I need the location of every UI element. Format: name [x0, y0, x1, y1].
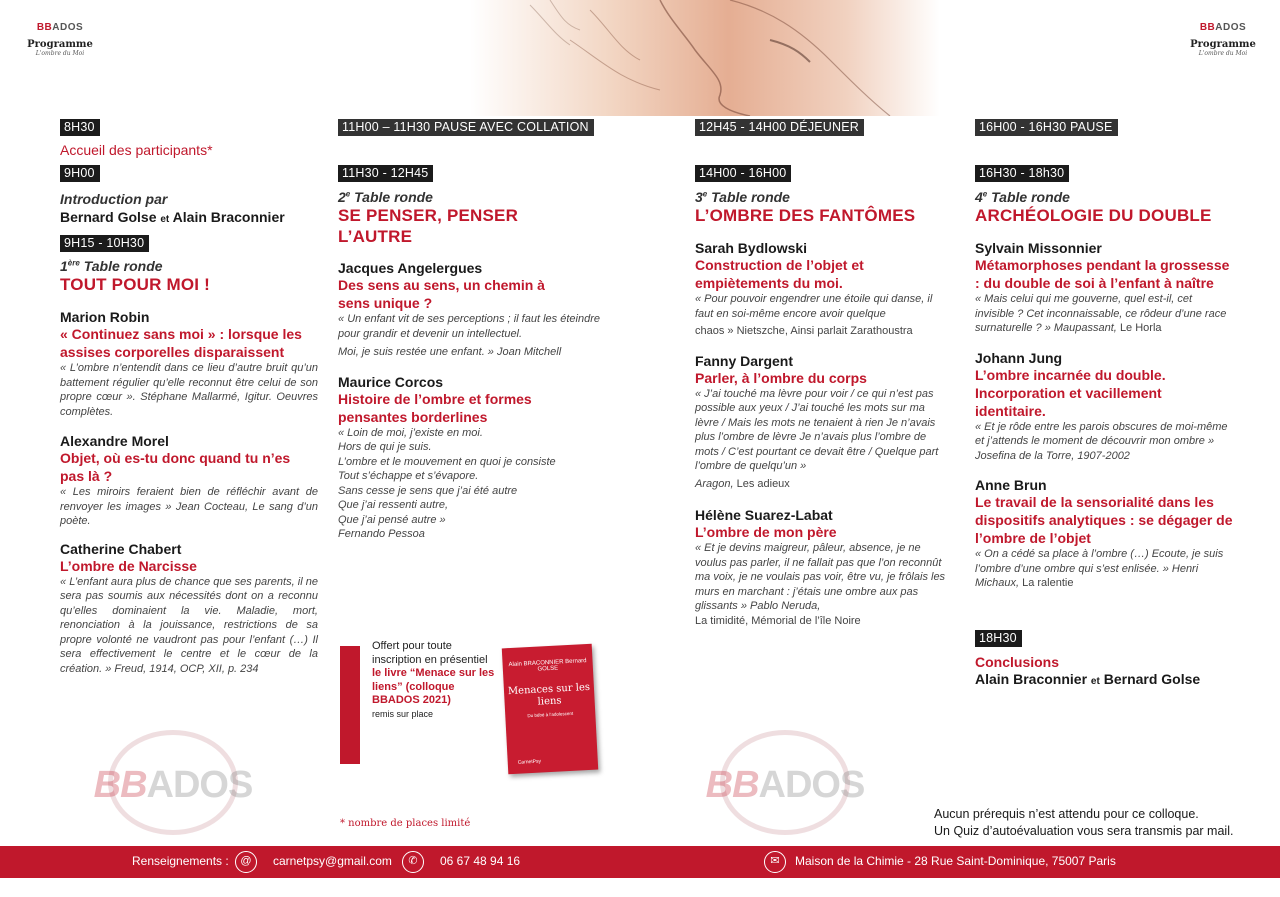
talk-source: La timidité, Mémorial de l’île Noire [695, 614, 861, 627]
talk-source: chaos » Nietszche, Ainsi parlait Zarathoustra [695, 325, 913, 337]
talk-quote: « Un enfant vit de ses perceptions ; il faut les éteindre pour grandir et devenir un intellectuel. [338, 313, 600, 340]
talk-quote: « Et je devins maigreur, pâleur, absence, je ne voulus pas parler, il ne fallait pas que l’on reconnût ma voix, je ne voulais pas voir, être vu, je frôlais les murs en marchant : j’étais une ombre aux pas glissants » Pablo Neruda, [695, 542, 946, 612]
book-offer [340, 640, 610, 770]
footer-label: Renseignements : [132, 854, 229, 868]
talk-quote: « On a cédé sa place à l’ombre (…) Ecoute, je suis l’ombre d’une ombre qui s’est enlisée. » Henri Michaux, La ralentie [975, 548, 1224, 589]
talk-title: L’ombre de mon père [695, 524, 837, 540]
table-label: 4e Table ronde [975, 189, 1070, 205]
notice: Aucun prérequis n’est attendu pour ce colloque. Un Quiz d’autoévaluation vous sera transmis par mail. [934, 807, 1234, 838]
poem-line: L’ombre et le mouvement en quoi je consiste [338, 455, 556, 468]
column-2 [338, 118, 600, 542]
talk-quote: « J’ai touché ma lèvre pour voir / ce qui n’est pas possible aux yeux / J’ai touché les mots sur ma lèvre / Mais les mots ne tenaient à rien Je n’avais plus l’ombre de lèvre Je n’avais plus l’ombre de mots / C’est pourtant ce devait être / Quelque part l’ombre de quelqu’un » [695, 387, 939, 472]
column-4 [975, 118, 1233, 687]
logo-left [15, 22, 105, 57]
talk-quote: « Les miroirs feraient bien de réfléchir avant de renvoyer les images » Jean Cocteau, Le sang d’un poète. [60, 486, 318, 527]
conclusions-speakers: Alain Braconnier et Bernard Golse [975, 670, 1201, 687]
brand-word: BBADOS [705, 764, 865, 806]
poem-line: « Loin de moi, j’existe en moi. [338, 426, 483, 439]
time-badge: 9H15 - 10H30 [60, 235, 149, 252]
conclusions-label: Conclusions [975, 653, 1060, 670]
brand-watermark [700, 730, 870, 835]
poem-line: Tout s’échappe et s’évapore. [338, 470, 479, 482]
speaker-name: Sarah Bydlowski [695, 240, 808, 256]
talk-title: Métamorphoses pendant la grossesse : du double de soi à l’enfant à naître [975, 257, 1230, 291]
speaker-name: Alexandre Morel [60, 433, 169, 449]
at-icon: @ [235, 851, 257, 873]
talk-quote: « Pour pouvoir engendrer une étoile qui danse, il faut en soi-même encore avoir quelque [695, 293, 933, 320]
header-sketch-image [470, 0, 940, 116]
mail-icon: ✉ [764, 851, 786, 873]
brand-watermark [88, 730, 258, 835]
column-3 [695, 118, 951, 628]
pause-badge: 16H00 - 16H30 PAUSE [975, 119, 1118, 136]
session-title: ARCHÉOLOGIE DU DOUBLE [975, 206, 1212, 225]
session-title: L’OMBRE DES FANTÔMES [695, 206, 916, 225]
talk-source: Aragon, Les adieux [695, 477, 790, 490]
talk-title: « Continuez sans moi » : lorsque les assises corporelles disparaissent [60, 326, 302, 360]
logo-brand: BBADOS [36, 22, 84, 33]
pause-badge: 11H00 – 11H30 PAUSE AVEC COLLATION [338, 119, 594, 136]
table-label: 3e Table ronde [695, 189, 790, 205]
talk-quote: « Et je rôde entre les parois obscures de moi-même et j’attends le moment de découvrir mon ombre » Josefina de la Torre, 1907-2002 [975, 420, 1228, 462]
talk-title: Histoire de l’ombre et formes pensantes borderlines [338, 390, 532, 425]
footer-phone[interactable]: 06 67 48 94 16 [440, 854, 521, 868]
intro-label: Introduction par [60, 191, 168, 207]
time-badge: 9H00 [60, 165, 100, 182]
face-sketch-icon [470, 0, 940, 116]
logo-programme: Programme [1190, 39, 1256, 50]
talk-quote: « Mais celui qui me gouverne, quel est-il, cet invisible ? Cet inconnaissable, ce rôdeur d’une race surnaturelle ? » Maupassant, Le Horla [975, 293, 1227, 334]
talk-title: Objet, où es-tu donc quand tu n’es pas là ? [60, 450, 291, 484]
speaker-name: Catherine Chabert [60, 540, 182, 557]
offer-text: Offert pour toute inscription en présentiel le livre “Menace sur les liens” (colloque BBADOS 2021) remis sur place [372, 640, 495, 719]
talk-quote: Moi, je suis restée une enfant. » Joan Mitchell [338, 346, 562, 358]
welcome-text: Accueil des participants* [60, 142, 213, 158]
table-label: 1ère Table ronde [60, 258, 163, 274]
time-badge: 16H30 - 18h30 [975, 165, 1069, 182]
poem-line: Que j’ai pensé autre » [338, 513, 446, 526]
talk-title: Des sens au sens, un chemin à sens unique ? [338, 277, 545, 311]
phone-icon: ✆ [402, 851, 424, 873]
session-title: SE PENSER, PENSER L’AUTRE [338, 206, 519, 246]
time-badge: 14H00 - 16H00 [695, 165, 791, 182]
book-title: Menaces sur les liens [507, 681, 591, 708]
intro-speakers: Bernard Golse et Alain Braconnier [60, 209, 285, 225]
table-label: 2e Table ronde [338, 189, 433, 205]
time-badge: 11H30 - 12H45 [338, 165, 433, 182]
talk-title: Parler, à l’ombre du corps [695, 369, 867, 386]
book-authors: Alain BRACONNIER Bernard GOLSE [508, 658, 587, 673]
logo-brand: BBADOS [1199, 22, 1247, 33]
logo-programme: Programme [27, 39, 93, 50]
speaker-name: Maurice Corcos [338, 373, 444, 390]
logo-subtitle: L'ombre du Moi [35, 50, 85, 57]
poem-line: Fernando Pessoa [338, 528, 425, 540]
talk-title: Construction de l’objet et empiètements du moi. [695, 257, 864, 291]
footer-address: Maison de la Chimie - 28 Rue Saint-Dominique, 75007 Paris [795, 854, 1116, 868]
speaker-name: Johann Jung [975, 349, 1063, 366]
brand-word: BBADOS [93, 764, 253, 806]
speaker-name: Hélène Suarez-Labat [695, 507, 833, 523]
logo-right [1178, 22, 1268, 57]
speaker-name: Fanny Dargent [695, 352, 794, 369]
talk-title: L’ombre incarnée du double. Incorporation et vacillement identitaire. [975, 366, 1166, 419]
time-badge: 8H30 [60, 119, 100, 136]
speaker-name: Jacques Angelergues [338, 260, 483, 276]
footnote: * nombre de places limité [340, 818, 471, 829]
book-cover [502, 644, 598, 775]
talk-quote: « L’enfant aura plus de chance que ses parents, il ne sera pas soumis aux nécessités dont on a reconnu qu’elles dominaient la vie. Maladie, mort, renonciation à la jouissance, restrictions de sa propre volonté ne vaudront pas pour l’enfant (…) Il sera effectivement le centre et le cœur de la création. » Freud, 1914, OCP, XII, p. 234 [60, 575, 318, 675]
session-title: TOUT POUR MOI ! [60, 275, 211, 294]
logo-subtitle: L'ombre du Moi [1198, 50, 1248, 57]
lunch-badge: 12H45 - 14H00 DÉJEUNER [695, 119, 864, 136]
time-badge: 18H30 [975, 630, 1022, 647]
poem-line: Hors de qui je suis. [338, 441, 432, 453]
footer-bar [0, 846, 1280, 878]
poem-line: Sans cesse je sens que j’ai été autre [338, 484, 518, 497]
poem-line: Que j’ai ressenti autre, [338, 499, 449, 511]
speaker-name: Marion Robin [60, 309, 150, 325]
book-publisher: CarnetPsy [517, 758, 542, 766]
footer-email[interactable]: carnetpsy@gmail.com [273, 854, 392, 868]
talk-quote: « L’ombre n’entendit dans ce lieu d’autre bruit qu’un battement régulier qu’elle reconnut être celui de son propre cœur ». Stéphane Mallarmé, Igitur. Oeuvres complètes. [60, 362, 318, 418]
speaker-name: Anne Brun [975, 477, 1047, 493]
talk-title: L’ombre de Narcisse [60, 557, 197, 574]
offer-accent-bar [340, 646, 360, 764]
talk-title: Le travail de la sensorialité dans les dispositifs analytiques : se dégager de l’ombre de l’objet [975, 494, 1233, 546]
speaker-name: Sylvain Missonnier [975, 240, 1102, 256]
column-1 [60, 118, 318, 676]
book-subtitle: Du bébé à l’adolescent [527, 710, 574, 719]
